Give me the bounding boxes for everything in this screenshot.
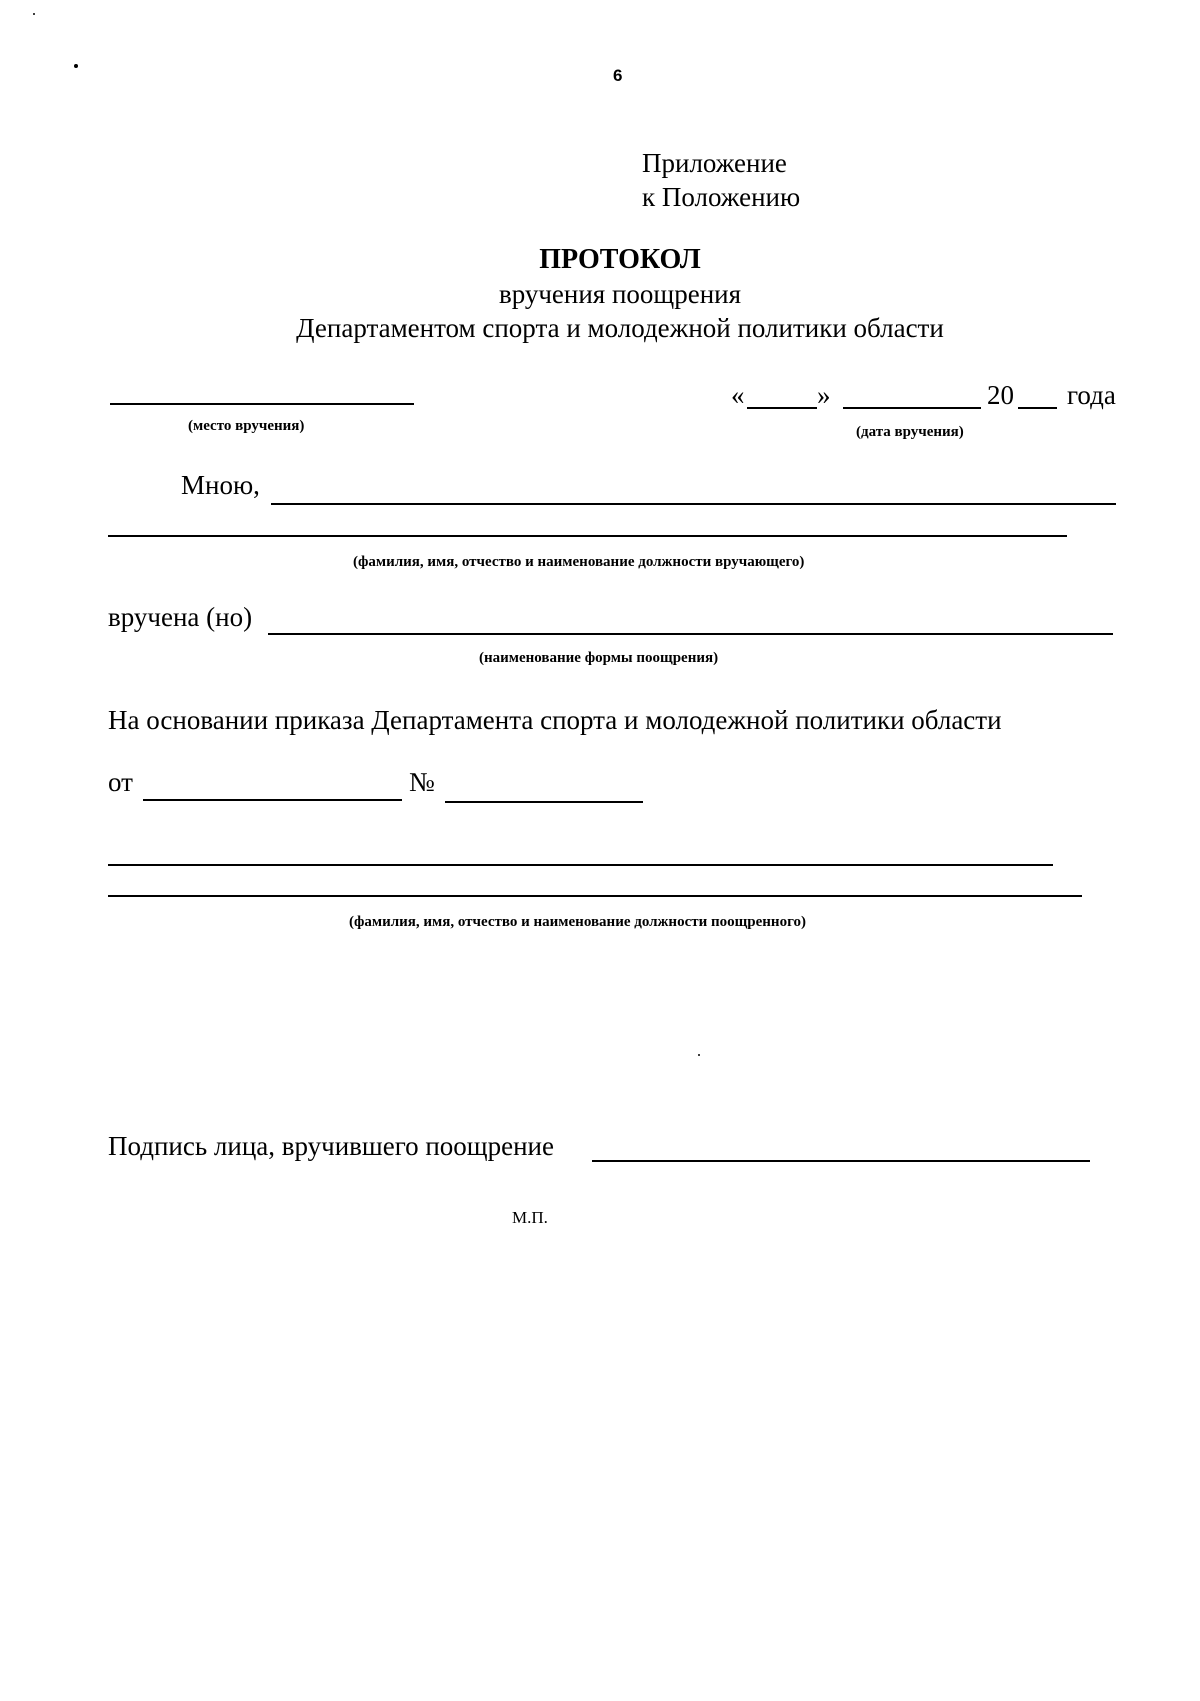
document-subtitle-1: вручения поощрения bbox=[498, 279, 742, 309]
document-title: ПРОТОКОЛ bbox=[539, 244, 701, 275]
by-me-label: Мною, bbox=[181, 470, 260, 500]
presenter-field-2[interactable] bbox=[108, 535, 1067, 537]
recipient-field-1[interactable] bbox=[108, 864, 1053, 866]
award-form-caption: (наименование формы поощрения) bbox=[479, 650, 719, 666]
date-year-suffix: года bbox=[1067, 380, 1116, 410]
presenter-caption: (фамилия, имя, отчество и наименование должности вручающего) bbox=[353, 554, 805, 570]
order-number-field[interactable] bbox=[445, 801, 643, 803]
date-year-prefix: 20 bbox=[987, 380, 1014, 410]
date-month-field[interactable] bbox=[843, 407, 981, 409]
stamp-placeholder: М.П. bbox=[512, 1208, 548, 1227]
signature-field[interactable] bbox=[592, 1160, 1090, 1162]
appendix-line-2: к Положению bbox=[642, 182, 801, 212]
recipient-caption: (фамилия, имя, отчество и наименование должности поощренного) bbox=[349, 914, 807, 930]
awarded-label: вручена (но) bbox=[108, 602, 253, 632]
date-day-field[interactable] bbox=[747, 407, 817, 409]
signature-label: Подпись лица, вручившего поощрение bbox=[108, 1131, 554, 1161]
appendix-line-1: Приложение bbox=[642, 148, 787, 178]
recipient-field-2[interactable] bbox=[108, 895, 1082, 897]
place-caption: (место вручения) bbox=[188, 418, 305, 434]
scan-speck bbox=[33, 13, 35, 15]
award-form-field[interactable] bbox=[268, 633, 1113, 635]
page-number: 6 bbox=[613, 66, 623, 85]
from-label: от bbox=[108, 767, 133, 797]
date-close-quote: » bbox=[817, 380, 831, 410]
number-label: № bbox=[409, 767, 435, 797]
date-year-field[interactable] bbox=[1018, 407, 1057, 409]
place-field[interactable] bbox=[110, 403, 414, 405]
scan-speck bbox=[698, 1054, 700, 1056]
scan-speck bbox=[74, 64, 78, 68]
date-open-quote: « bbox=[731, 380, 745, 410]
basis-text: На основании приказа Департамента спорта и молодежной политики области bbox=[108, 705, 1002, 735]
document-subtitle-2: Департаментом спорта и молодежной политики области bbox=[296, 313, 944, 343]
presenter-field-1[interactable] bbox=[271, 503, 1116, 505]
date-caption: (дата вручения) bbox=[856, 424, 964, 440]
order-date-field[interactable] bbox=[143, 799, 402, 801]
